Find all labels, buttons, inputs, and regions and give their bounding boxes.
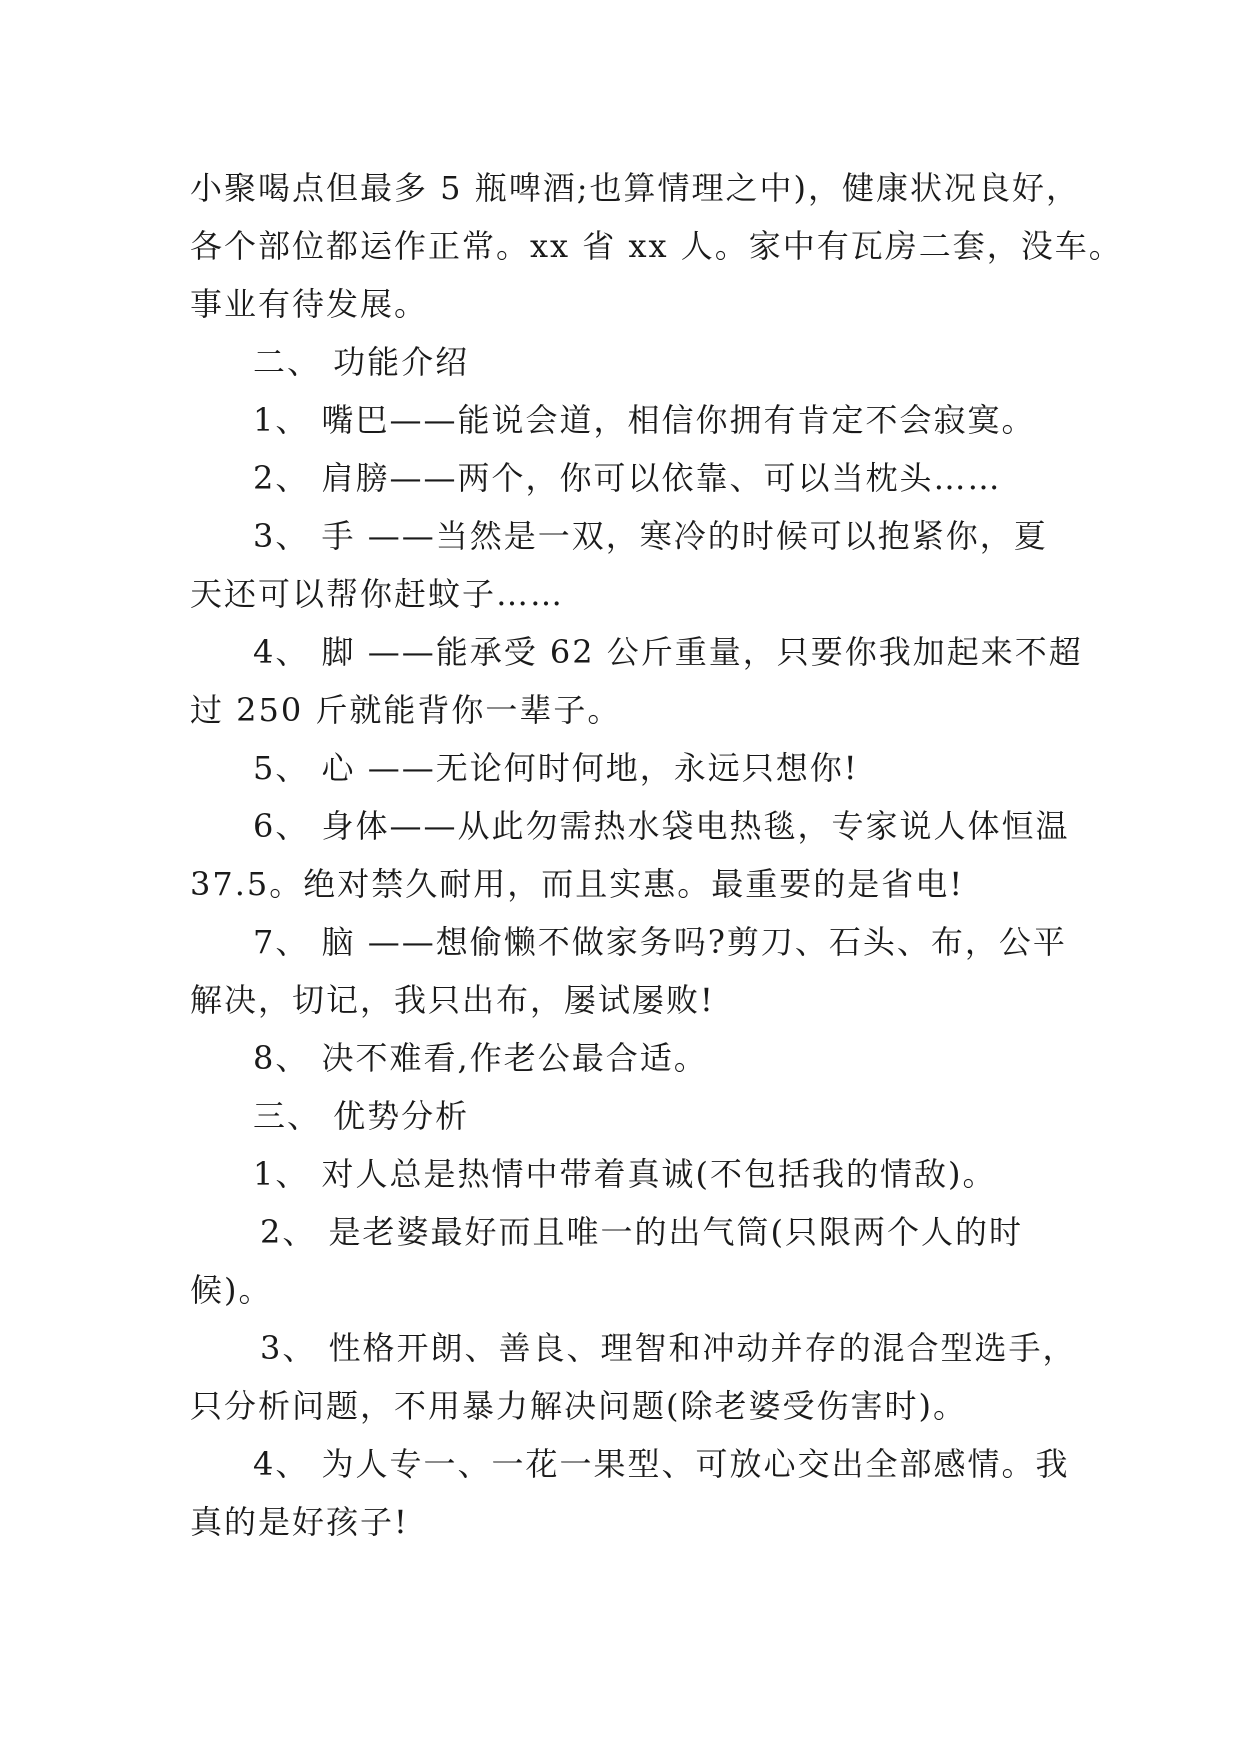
list-item: 7、 脑 ——想偷懒不做家务吗?剪刀、石头、布，公平 <box>253 923 1067 961</box>
list-item: 4、 为人专一、一花一果型、可放心交出全部感情。我 <box>253 1445 1070 1483</box>
text-line: 只分析问题，不用暴力解决问题(除老婆受伤害时)。 <box>190 1387 967 1425</box>
text-line: 各个部位都运作正常。xx 省 xx 人。家中有瓦房二套，没车。 <box>190 227 1123 265</box>
section-heading: 三、 优势分析 <box>253 1097 470 1135</box>
section-heading: 二、 功能介绍 <box>253 343 470 381</box>
text-line: 小聚喝点但最多 5 瓶啤酒;也算情理之中)，健康状况良好， <box>190 169 1080 207</box>
list-item: 2、 是老婆最好而且唯一的出气筒(只限两个人的时 <box>260 1213 1024 1251</box>
list-item: 6、 身体——从此勿需热水袋电热毯，专家说人体恒温 <box>253 807 1070 845</box>
list-item: 5、 心 ——无论何时何地，永远只想你! <box>253 749 859 787</box>
text-line: 解决，切记，我只出布，屡试屡败! <box>190 981 715 1019</box>
text-line: 事业有待发展。 <box>190 285 429 323</box>
list-item: 1、 嘴巴——能说会道，相信你拥有肯定不会寂寞。 <box>253 401 1036 439</box>
list-item: 2、 肩膀——两个，你可以依靠、可以当枕头…… <box>253 459 1002 497</box>
text-line: 37.5。绝对禁久耐用，而且实惠。最重要的是省电! <box>190 865 965 903</box>
list-item: 3、 手 ——当然是一双，寒冷的时候可以抱紧你，夏 <box>253 517 1048 555</box>
text-line: 天还可以帮你赶蚊子…… <box>190 575 565 613</box>
text-line: 真的是好孩子! <box>190 1503 409 1541</box>
list-item: 4、 脚 ——能承受 62 公斤重量，只要你我加起来不超 <box>253 633 1083 671</box>
list-item: 1、 对人总是热情中带着真诚(不包括我的情敌)。 <box>253 1155 997 1193</box>
list-item: 8、 决不难看,作老公最合适。 <box>253 1039 708 1077</box>
text-line: 候)。 <box>190 1271 273 1309</box>
list-item: 3、 性格开朗、善良、理智和冲动并存的混合型选手， <box>260 1329 1077 1367</box>
text-line: 过 250 斤就能背你一辈子。 <box>190 691 622 729</box>
